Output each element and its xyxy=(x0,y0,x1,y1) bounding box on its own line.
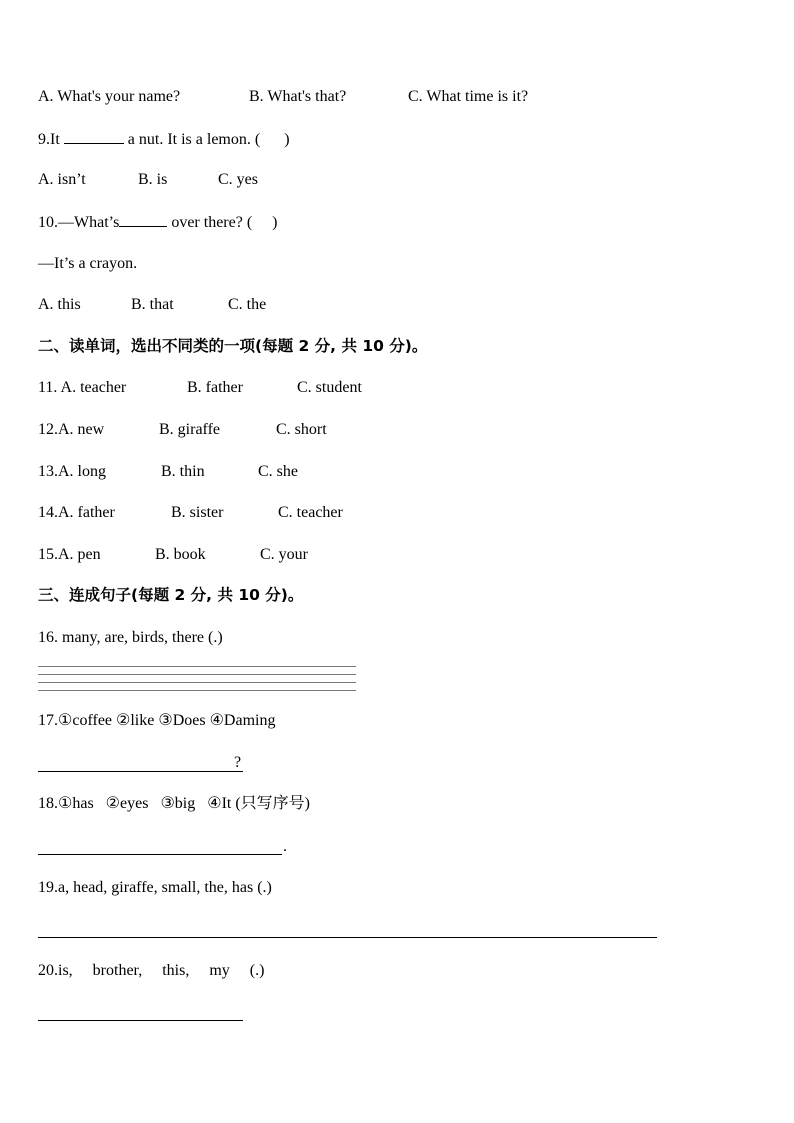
q15-option-c: C. your xyxy=(260,546,308,563)
q9-option-c: C. yes xyxy=(218,171,258,188)
q17-answer-line xyxy=(38,771,243,772)
q16-writing-line xyxy=(38,674,356,675)
section3-heading: 三、连成句子(每题 2 分, 共 10 分)。 xyxy=(38,586,304,604)
q18-answer-line xyxy=(38,854,282,855)
q13-option-c: C. she xyxy=(258,463,298,480)
q17-end-mark: ? xyxy=(234,754,242,771)
q19-text: 19.a, head, giraffe, small, the, has (.) xyxy=(38,879,272,896)
q11-option-b: B. father xyxy=(187,379,243,396)
q11-option-c: C. student xyxy=(297,379,362,396)
q18-end-mark: . xyxy=(283,838,287,855)
q10-option-b: B. that xyxy=(131,296,174,313)
q14-option-b: B. sister xyxy=(171,504,224,521)
q13-option-b: B. thin xyxy=(161,463,205,480)
q9-stem-post: a nut. It is a lemon. ( ) xyxy=(123,131,290,148)
section2-heading: 二、读单词，选出不同类的一项(每题 2 分, 共 10 分)。 xyxy=(38,337,428,355)
q17-text: 17.①coffee ②like ③Does ④Daming xyxy=(38,712,276,729)
q8-option-c: C. What time is it? xyxy=(408,88,529,105)
q10-option-a: A. this xyxy=(38,296,81,313)
q15-option-a: 15.A. pen xyxy=(38,546,101,563)
q12-option-a: 12.A. new xyxy=(38,421,105,438)
q12-option-b: B. giraffe xyxy=(159,421,221,438)
q20-answer-line xyxy=(38,1020,243,1021)
q9-stem-pre: 9.It xyxy=(38,131,64,148)
q14-option-a: 14.A. father xyxy=(38,504,115,521)
q10-stem-post: over there? ( ) xyxy=(167,214,278,231)
q8-option-a: A. What's your name? xyxy=(38,88,181,105)
q9-stem xyxy=(38,129,290,150)
q16-writing-line xyxy=(38,690,356,691)
q11-option-a: 11. A. teacher xyxy=(38,379,127,396)
q10-stem xyxy=(38,212,278,233)
q10-option-c: C. the xyxy=(228,296,267,313)
q9-option-a: A. isn’t xyxy=(38,171,86,188)
q12-option-c: C. short xyxy=(276,421,327,438)
q15-option-b: B. book xyxy=(155,546,206,563)
q16-text: 16. many, are, birds, there (.) xyxy=(38,629,223,646)
q9-blank xyxy=(64,129,124,144)
q20-text: 20.is, brother, this, my (.) xyxy=(38,962,265,979)
q9-option-b: B. is xyxy=(138,171,168,188)
q10-answer-line: —It’s a crayon. xyxy=(38,255,138,272)
q10-blank xyxy=(119,212,167,227)
q14-option-c: C. teacher xyxy=(278,504,343,521)
q19-answer-line xyxy=(38,937,657,938)
q8-option-b: B. What's that? xyxy=(249,88,347,105)
q16-writing-line xyxy=(38,666,356,667)
q18-text: 18.①has ②eyes ③big ④It (只写序号) xyxy=(38,795,311,812)
q13-option-a: 13.A. long xyxy=(38,463,106,480)
q10-stem-pre: 10.—What’s xyxy=(38,214,120,231)
q16-writing-line xyxy=(38,682,356,683)
